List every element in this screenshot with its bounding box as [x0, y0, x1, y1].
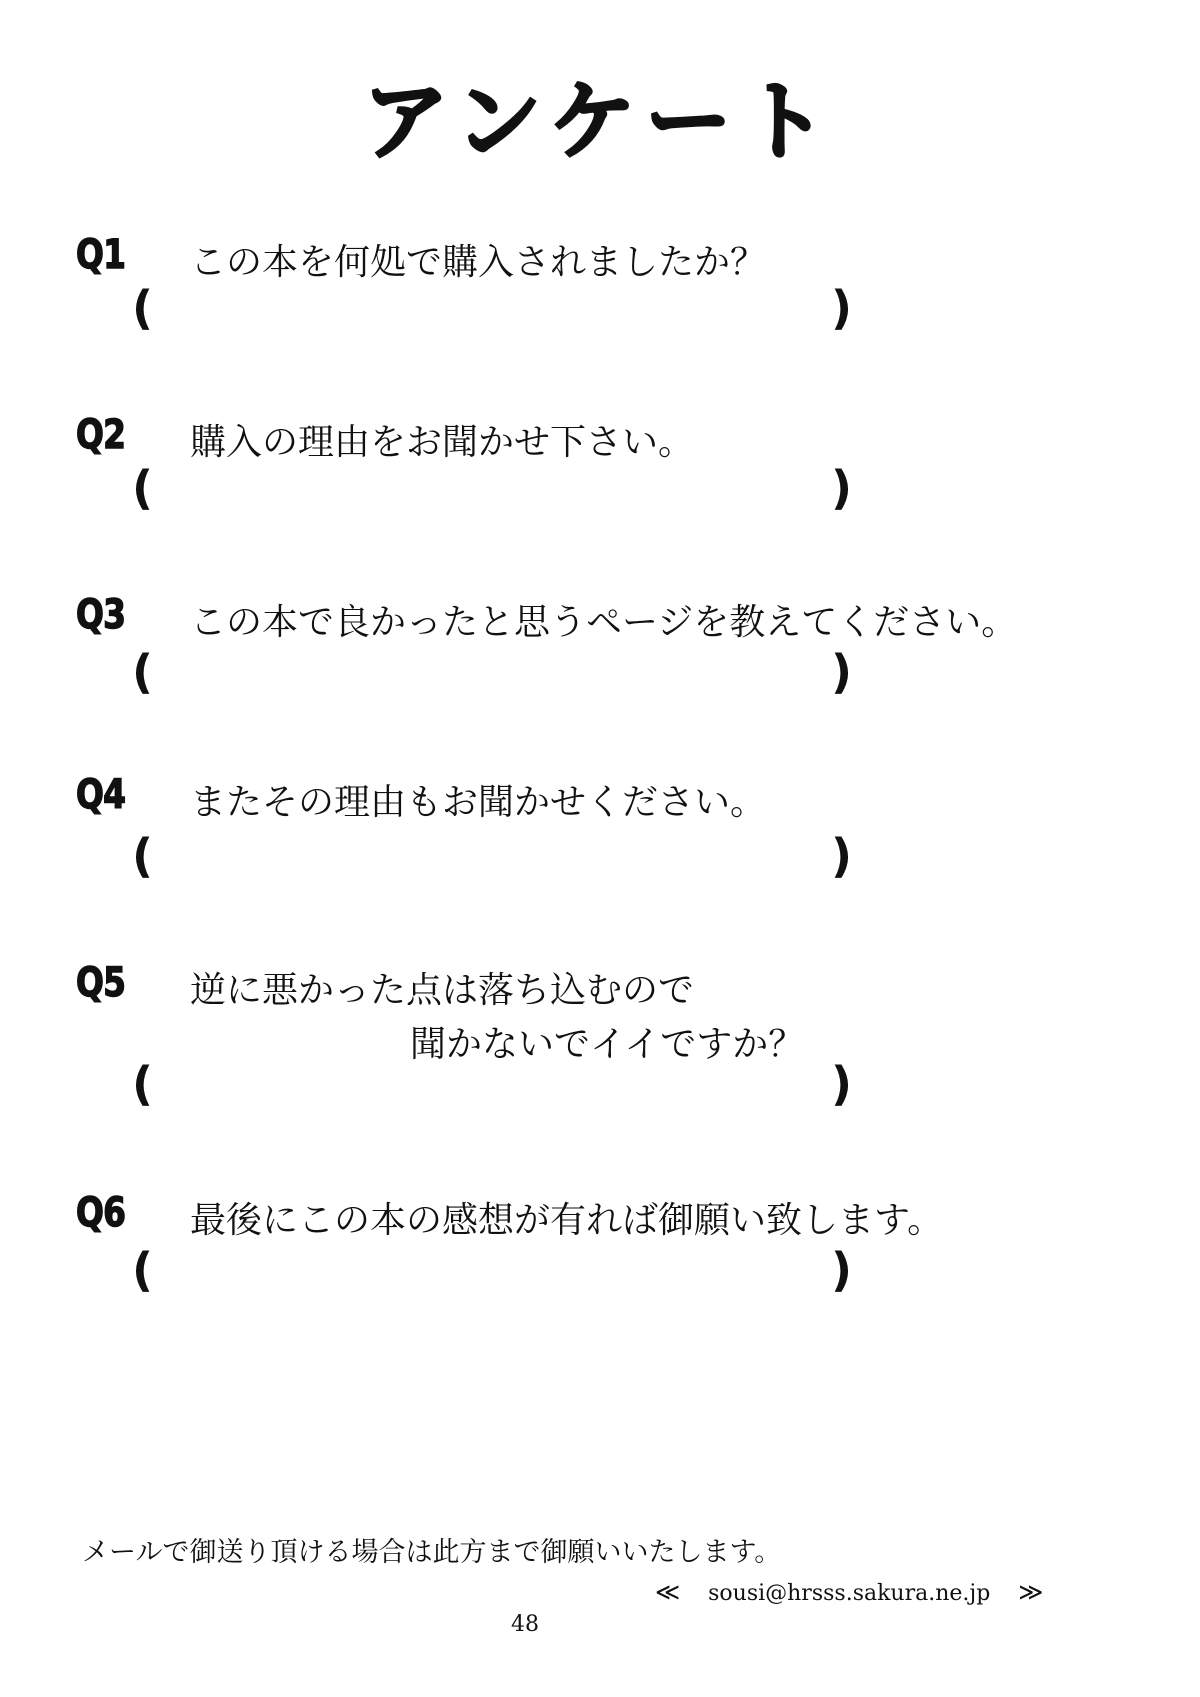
answer-field-2[interactable]	[132, 462, 852, 514]
question-label: Q3	[76, 592, 126, 638]
close-paren: )	[830, 829, 852, 883]
email-row	[655, 1578, 1043, 1606]
close-paren: )	[830, 1057, 852, 1111]
question-label: Q5	[76, 960, 126, 1006]
answer-field-1[interactable]	[132, 282, 852, 334]
left-angle-quote: ≪	[655, 1578, 681, 1606]
close-paren: )	[830, 281, 852, 335]
question-label: Q6	[76, 1190, 126, 1236]
question-text: 逆に悪かった点は落ち込むので	[190, 970, 695, 1011]
open-paren: (	[132, 281, 154, 335]
question-text: 最後にこの本の感想が有れば御願い致します。	[190, 1200, 944, 1241]
question-text: またその理由もお聞かせください。	[190, 782, 767, 823]
answer-field-3[interactable]	[132, 646, 852, 698]
close-paren: )	[830, 1243, 852, 1297]
open-paren: (	[132, 461, 154, 515]
open-paren: (	[132, 829, 154, 883]
answer-field-5[interactable]	[132, 1058, 852, 1110]
question-text: この本を何処で購入されましたか？	[190, 242, 767, 283]
close-paren: )	[830, 461, 852, 515]
question-label: Q1	[76, 232, 126, 278]
contact-note: メールで御送り頂ける場合は此方まで御願いいたします。	[82, 1537, 782, 1568]
page-title: アンケート	[362, 72, 838, 172]
answer-field-6[interactable]	[132, 1244, 852, 1296]
close-paren: )	[830, 645, 852, 699]
question-label: Q2	[76, 412, 126, 458]
question-text-continued: 聞かないでイイですか？	[410, 1024, 805, 1065]
question-text: この本で良かったと思うページを教えてください。	[190, 602, 1018, 643]
email-address[interactable]: sousi@hrsss.sakura.ne.jp	[708, 1581, 991, 1606]
open-paren: (	[132, 645, 154, 699]
answer-field-4[interactable]	[132, 830, 852, 882]
question-label: Q4	[76, 772, 126, 818]
open-paren: (	[132, 1057, 154, 1111]
question-text: 購入の理由をお聞かせ下さい。	[190, 422, 695, 463]
right-angle-quote: ≫	[1018, 1578, 1044, 1606]
page-number: 48	[511, 1612, 539, 1637]
open-paren: (	[132, 1243, 154, 1297]
